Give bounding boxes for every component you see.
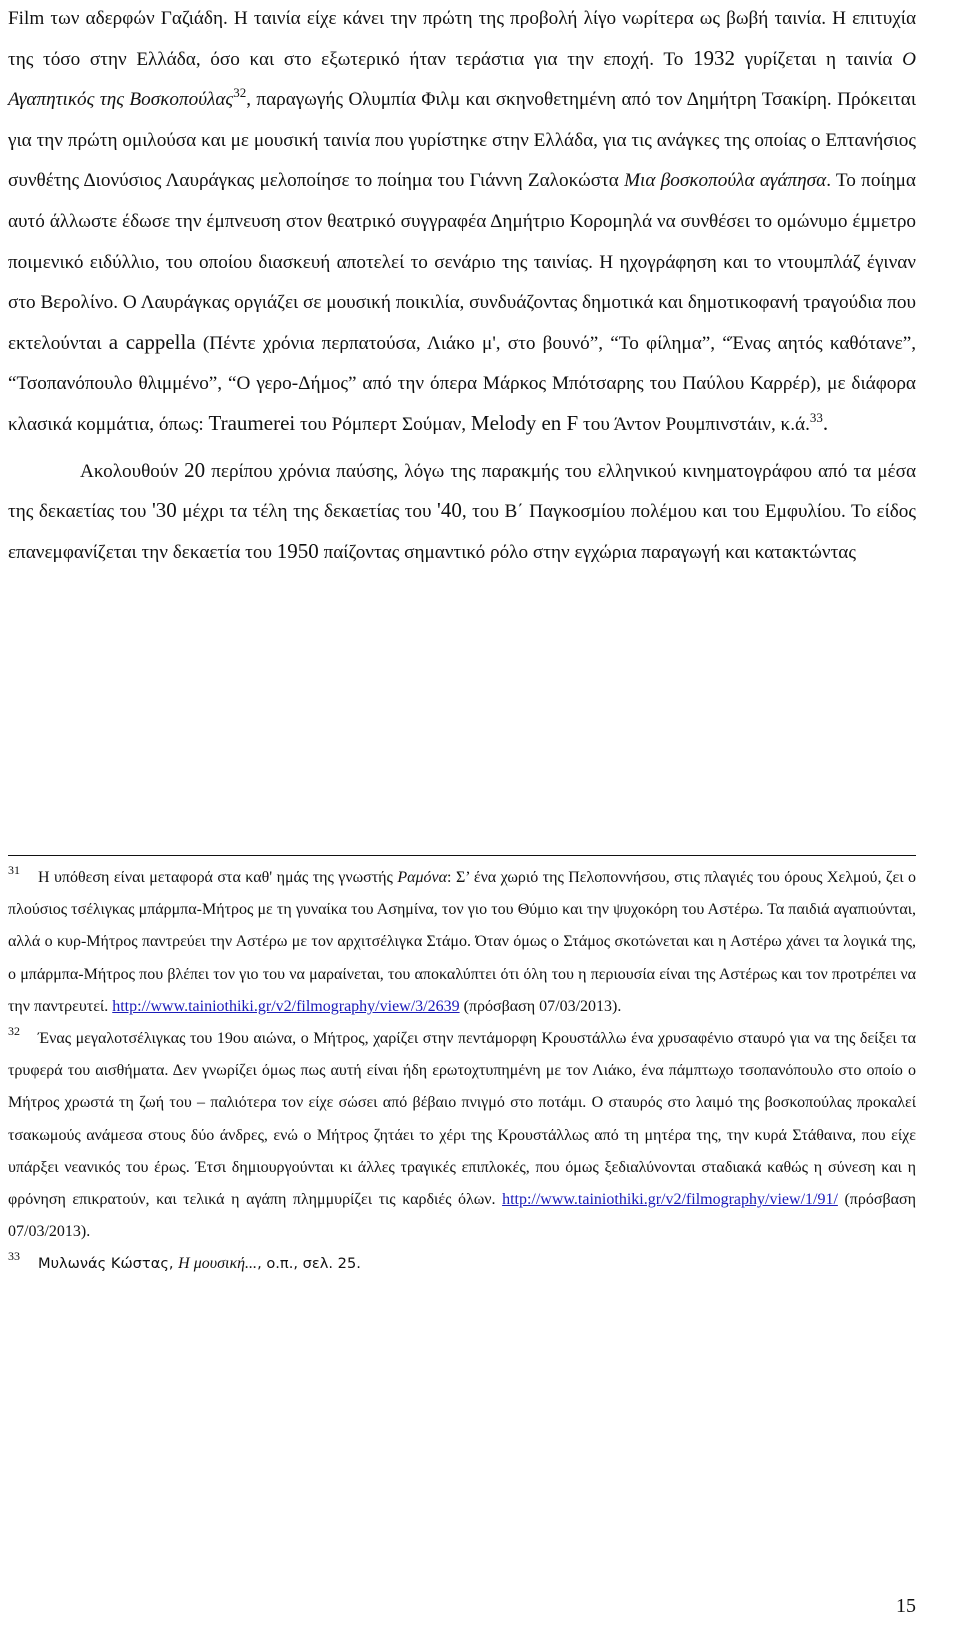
paragraph2-text-b: περίπου χρόνια παύσης, λόγω της παρακμής του ελληνικού κινηματογράφου από τα μέσα της δεκαετίας του — [8, 460, 917, 523]
body-paragraph-1 — [8, 0, 916, 445]
footnote-33-text-b: , ο.π., σελ. 25. — [257, 1255, 361, 1273]
footnote-31-text-a: Η υπόθεση είναι μεταφορά στα καθ' ημάς της γνωστής — [38, 869, 398, 886]
paragraph1-text-d: . Το ποίημα αυτό άλλωστε έδωσε την έμπνευση στον θεατρικό συγγραφέα Δημήτριο Κορομηλά να συνθέσει το ομώνυμο έμμετρο ποιμενικό ειδύλλιο, του οποίου διασκευή αποτελεί το σενάριο της ταινίας. Η ηχογράφηση και το ντουμπλάζ έγιναν στο Βερολίνο. Ο Λαυράγκας οργιάζει σε μουσική ποικιλία, συνδυάζοντας δημοτικά και δημοτικοφανή τραγούδια που εκτελούνται — [8, 170, 916, 354]
footnote-31-text-c: (πρόσβαση 07/03/2013). — [459, 997, 622, 1015]
decade-40: '40 — [437, 498, 462, 523]
page-number: 15 — [896, 1595, 916, 1617]
footnotes-section — [8, 862, 916, 1281]
paragraph1-text-g: του Άντον Ρουμπινστάιν, κ.ά. — [578, 413, 810, 435]
footnote-number-33: 33 — [8, 1249, 20, 1264]
footnote-ref-32[interactable]: 32 — [233, 85, 247, 101]
paragraph1-text-b: γυρίζεται η ταινία — [734, 48, 903, 70]
footnote-number-32: 32 — [8, 1024, 20, 1039]
footnote-33-italic: Η μουσική... — [178, 1255, 258, 1273]
footnote-32-text-a: Ένας μεγαλοτσέλιγκας του 19ου αιώνα, ο Μήτρος, χαρίζει στην πεντάμορφη Κρουστάλλω ένα χρυσαφένιο σταυρό για να της δείξει τα τρυφερά του αισθήματα. Δεν γνωρίζει όμως πως αυτή είναι ήδη ερωτοχτυπημένη με τον Λιάκο, ένα πάμπτωχο τσοπανόπουλο στο οποίο ο Μήτρος χρωστά τη ζωή του – παλιότερα τον είχε σώσει από βέβαιο πνιγμό στο ποτάμι. Ο σταυρός στο λαιμό της βοσκοπούλας προκαλεί τσακωμούς ανάμεσα στους δύο άνδρες, ενώ ο Μήτρος ζητάει το χέρι της Κρουστάλλως από τη μητέρα της, την κυρά Στάθαινα, που είχε υπάρξει νεανικός του έρως. Έτσι δημιουργούνται κι άλλες τραγικές επιπλοκές, που όμως ξεδιαλύνονται σταδιακά καθώς η σύνεση και η φρόνηση επικρατούν, και τελικά η αγάπη πλημμυρίζει τις καρδιές όλων. — [8, 1030, 916, 1209]
paragraph2-text-c: μέχρι τα τέλη της δεκαετίας του — [176, 501, 438, 523]
film-title: Ο Αγαπητικός της Βοσκοπούλας — [8, 48, 916, 111]
footnote-ref-33[interactable]: 33 — [809, 409, 823, 425]
number-20: 20 — [184, 457, 206, 482]
year-1932: 1932 — [692, 45, 735, 70]
paragraph1-text-e: (Πέντε χρόνια περπατούσα, Λιάκο μ', στο βουνό”, “Το φίλημα”, “Ένας αητός καθότανε”, “Τσοπανόπουλο θλιμμένο”, “Ο γερο-Δήμος” από την όπερα Μάρκος Μπότσαρης του Παύλου Καρρέρ), με διάφορα κλασικά κομμάτια, όπως: — [8, 332, 917, 435]
paragraph2-text-a: Ακολουθούν — [80, 460, 185, 482]
paragraph1-text-h: . — [822, 410, 829, 435]
document-page — [8, 0, 916, 572]
footnote-32 — [8, 1023, 916, 1248]
decade-30: '30 — [151, 498, 177, 523]
footnote-31-italic: Ραμόνα — [397, 869, 448, 886]
footnote-31 — [8, 862, 916, 1023]
paragraph1-text-c: , παραγωγής Ολυμπία Φιλμ και σκηνοθετημένη από τον Δημήτρη Τσακίρη. Πρόκειται για την πρώτη ομιλούσα και με μουσική ταινία που γυρίστηκε στην Ελλάδα, για τις ανάγκες της οποίας ο Επτανήσιος συνθέτης Διονύσιος Λαυράγκας μελοποίησε το ποίημα του Γιάννη Ζαλοκώστα — [8, 89, 916, 192]
paragraph2-text-d: , του Β΄ Παγκοσμίου πολέμου και του Εμφυλίου. Το είδος επανεμφανίζεται την δεκαετία του — [8, 501, 916, 563]
footnote-number-31: 31 — [8, 863, 20, 877]
poem-title: Μια βοσκοπούλα αγάπησα — [624, 170, 827, 192]
a-cappella-text: a cappella — [108, 329, 196, 354]
paragraph1-text-a: Film των αδερφών Γαζιάδη. Η ταινία είχε κάνει την πρώτη της προβολή λίγο νωρίτερα ως βωβή ταινία. Η επιτυχία της τόσο στην Ελλάδα, όσο και στο εξωτερικό ήταν τεράστια για την εποχή. Το — [8, 8, 916, 70]
footnote-separator — [8, 855, 916, 856]
melody-text: Melody en F — [470, 410, 579, 435]
footnote-32-text-c: (πρόσβαση 07/03/2013). — [8, 1191, 917, 1241]
year-1950: 1950 — [276, 538, 319, 563]
traumerei-text: Traumerei — [208, 410, 296, 435]
footnote-32-link[interactable]: http://www.tainiothiki.gr/v2/filmography/view/1/91/ — [502, 1191, 838, 1209]
paragraph1-text-f: του Ρόμπερτ Σούμαν, — [295, 413, 471, 435]
footnote-33 — [8, 1248, 916, 1280]
footnote-31-text-b: : Σ’ ένα χωριό της Πελοποννήσου, στις πλαγιές του όρους Χελμού, ζει ο πλούσιος τσέλιγκας μπάρμπα-Μήτρος με τη γυναίκα του Ασημίνα, τον γιο του Θύμιο και την ψυχοκόρη του Αστέρω. Τα παιδιά αγαπιούνται, αλλά ο κυρ-Μήτρος παντρεύει την Αστέρω με τον αρχιτσέλιγκα Στάμο. Όταν όμως ο Στάμος σκοτώνεται και η Αστέρω χάνει τα λογικά της, ο μπάρμπα-Μήτρος που βλέπει τον γιο του να μαραίνεται, του αποκαλύπτει ότι όλη του η περιουσία είναι της Αστέρως και τον προτρέπει να την παντρευτεί. — [8, 869, 917, 1015]
footnote-33-text-a: Μυλωνάς Κώστας, — [38, 1255, 179, 1273]
body-paragraph-2 — [8, 451, 916, 573]
footnote-31-link[interactable]: http://www.tainiothiki.gr/v2/filmography/view/3/2639 — [112, 997, 460, 1015]
paragraph2-text-e: παίζοντας σημαντικό ρόλο στην εγχώρια παραγωγή και κατακτώντας — [318, 541, 856, 563]
